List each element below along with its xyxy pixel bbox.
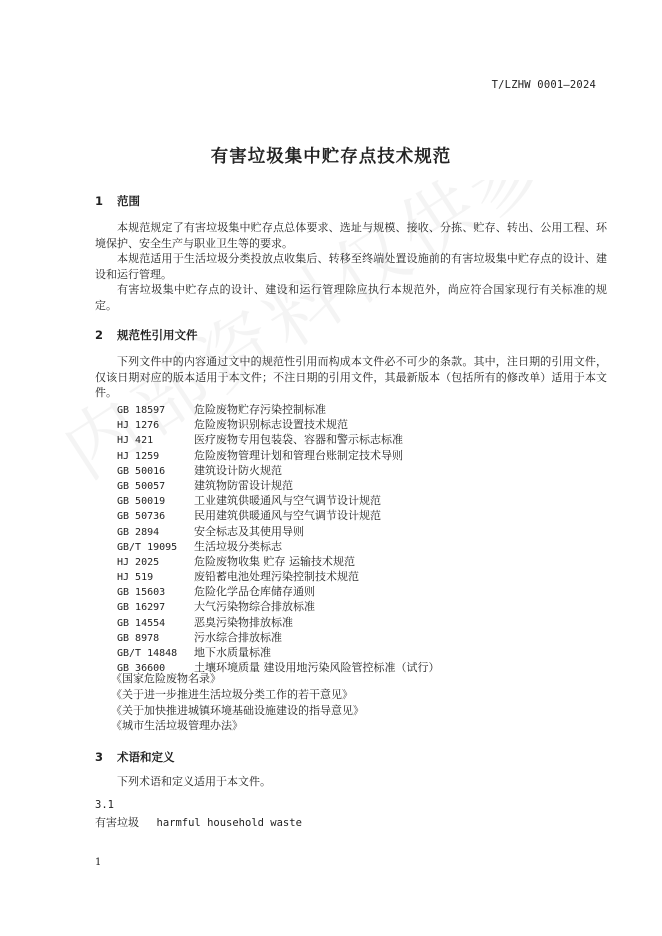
reference-code: GB 50736 <box>117 511 166 523</box>
section-title: 规范性引用文件 <box>117 328 198 342</box>
section-title: 术语和定义 <box>117 750 175 764</box>
reference-item <box>117 524 440 539</box>
paragraph: 下列文件中的内容通过文中的规范性引用而构成本文件必不可少的条款。其中，注日期的引用文件，仅该日期对应的版本适用于本文件；不注日期的引用文件，其最新版本（包括所有的修改单）适用于本文件。 <box>95 355 607 399</box>
reference-title: 医疗废物专用包装袋、容器和警示标志标准 <box>194 433 403 447</box>
reference-title: 生活垃圾分类标志 <box>194 539 282 553</box>
reference-title: 土壤环境质量 建设用地污染风险管控标准（试行） <box>194 661 440 675</box>
reference-title: 危险废物识别标志设置技术规范 <box>194 418 348 432</box>
policy-document-item: 《城市生活垃圾管理办法》 <box>111 719 243 733</box>
term-chinese: 有害垃圾 <box>95 816 139 829</box>
reference-item <box>117 599 440 614</box>
reference-code: GB 50016 <box>117 465 166 477</box>
policy-document-item: 《关于进一步推进生活垃圾分类工作的若干意见》 <box>111 687 353 701</box>
reference-title: 恶臭污染物排放标准 <box>194 615 293 629</box>
reference-code: GB 15603 <box>117 587 166 599</box>
reference-item <box>117 554 440 569</box>
term-number: 3.1 <box>95 799 114 811</box>
section-title: 范围 <box>117 194 141 208</box>
reference-title: 民用建筑供暖通风与空气调节设计规范 <box>194 509 381 523</box>
reference-title: 危险废物收集 贮存 运输技术规范 <box>194 554 355 568</box>
reference-code: GB 36600 <box>117 663 166 675</box>
reference-title: 建筑设计防火规范 <box>194 463 282 477</box>
term-entry <box>95 814 302 830</box>
reference-code: GB 16297 <box>117 602 166 614</box>
reference-code: GB 50019 <box>117 496 166 508</box>
reference-code: HJ 421 <box>117 435 154 447</box>
reference-code: GB 50057 <box>117 480 166 492</box>
reference-item <box>117 630 440 645</box>
reference-item <box>117 539 440 554</box>
section-number: 1 <box>95 194 104 208</box>
reference-item <box>117 463 440 478</box>
reference-code: GB 8978 <box>117 632 160 644</box>
reference-item <box>117 402 440 417</box>
reference-item <box>117 615 440 630</box>
paragraph: 本规范规定了有害垃圾集中贮存点总体要求、选址与规模、接收、分拣、贮存、转出、公用工程、环境保护、安全生产与职业卫生等的要求。 <box>95 221 607 250</box>
policy-document-list <box>111 671 364 734</box>
reference-title: 污水综合排放标准 <box>194 630 282 644</box>
reference-code: GB 18597 <box>117 405 166 416</box>
reference-title: 危险废物管理计划和管理台账制定技术导则 <box>194 448 403 462</box>
paragraph: 下列术语和定义适用于本文件。 <box>117 775 271 788</box>
reference-item <box>117 448 440 463</box>
reference-item <box>117 584 440 599</box>
reference-title: 危险化学品仓库储存通则 <box>194 585 315 599</box>
reference-code: GB 2894 <box>117 526 160 538</box>
page-number: 1 <box>95 857 102 868</box>
reference-item <box>117 417 440 432</box>
reference-title: 危险废物贮存污染控制标准 <box>194 403 326 416</box>
reference-title: 大气污染物综合排放标准 <box>194 600 315 614</box>
paragraph: 有害垃圾集中贮存点的设计、建设和运行管理除应执行本规范外，尚应符合国家现行有关标准的规定。 <box>95 283 607 312</box>
policy-document-item: 《国家危险废物名录》 <box>111 672 221 685</box>
term-english: harmful household waste <box>156 817 302 829</box>
reference-code: GB/T 14848 <box>117 648 178 659</box>
reference-item <box>117 493 440 508</box>
reference-title: 工业建筑供暖通风与空气调节设计规范 <box>194 494 381 508</box>
standard-number: T/LZHW 0001—2024 <box>491 79 596 91</box>
reference-item <box>117 478 440 493</box>
section-3-heading <box>95 749 175 765</box>
section-1-heading <box>95 193 140 209</box>
policy-document-item: 《关于加快推进城镇环境基础设施建设的指导意见》 <box>111 703 364 717</box>
reference-list <box>117 402 440 675</box>
reference-code: GB/T 19095 <box>117 541 178 553</box>
reference-title: 地下水质量标准 <box>194 646 271 659</box>
document-title: 有害垃圾集中贮存点技术规范 <box>210 147 452 167</box>
reference-code: HJ 2025 <box>117 556 160 568</box>
reference-title: 建筑物防雷设计规范 <box>194 478 293 492</box>
section-2-heading <box>95 327 198 343</box>
reference-item <box>117 508 440 523</box>
reference-code: HJ 1259 <box>117 450 160 462</box>
section-number: 3 <box>95 750 104 764</box>
reference-item <box>117 432 440 447</box>
reference-item <box>117 569 440 584</box>
reference-code: GB 14554 <box>117 617 166 629</box>
paragraph: 本规范适用于生活垃圾分类投放点收集后、转移至终端处置设施前的有害垃圾集中贮存点的设计、建设和运行管理。 <box>95 252 607 281</box>
section-number: 2 <box>95 328 104 342</box>
reference-code: HJ 1276 <box>117 420 160 432</box>
reference-code: HJ 519 <box>117 572 154 584</box>
reference-title: 废铅蓄电池处理污染控制技术规范 <box>194 570 359 584</box>
reference-title: 安全标志及其使用导则 <box>194 524 304 538</box>
reference-item <box>117 645 440 660</box>
